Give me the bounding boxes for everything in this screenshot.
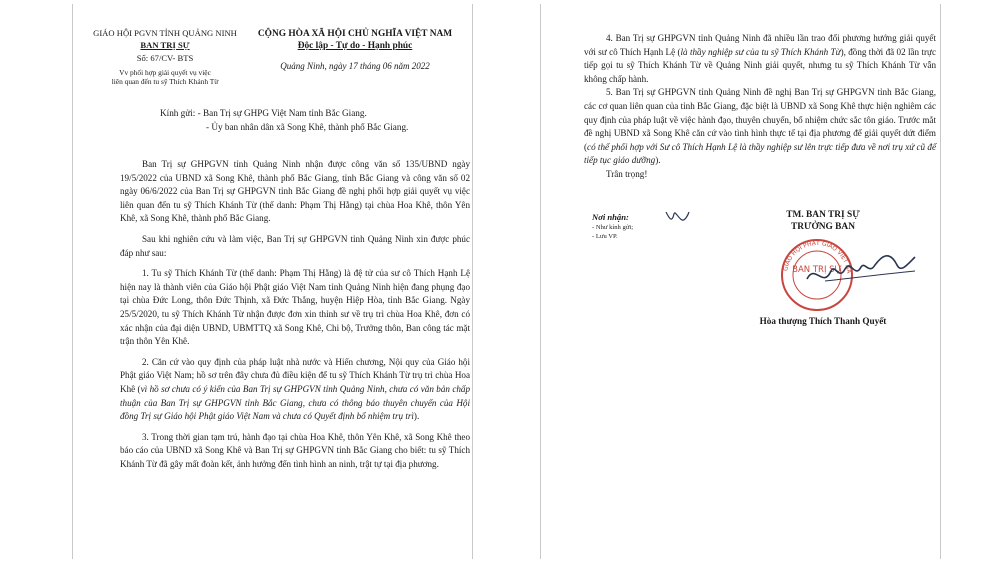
left-document-page bbox=[72, 0, 472, 563]
recipients-title: Nơi nhận: bbox=[592, 212, 629, 222]
initial-mark-icon bbox=[662, 206, 692, 226]
greeting-line2: - Ủy ban nhân dân xã Song Khê, thành phố Bắc Giang. bbox=[206, 121, 409, 132]
left-body bbox=[120, 158, 470, 478]
signature-title bbox=[718, 210, 928, 233]
paragraph-5-text: 5. Ban Trị sự GHPGVN tỉnh Quảng Ninh đề nghị Ban Trị sự GHPGVN tỉnh Bắc Giang, các cơ quan liên quan của tỉnh Bắc Giang, đặc biệt là UBND xã Song Khê thực hiện nghiêm các quy định của pháp luật về việc hành đạo, thuyên chuyển, bổ nhiệm chức sắc tôn giáo. Trước mắt đề nghị UBND xã Song Khê căn cứ vào tình hình thực tế tại địa phương để giải quyết dứt điểm ( bbox=[584, 87, 936, 152]
stamp-ring-text: GIÁO HỘI PHẬT GIÁO VIỆT NA bbox=[782, 239, 853, 274]
signature-line2: TRƯỞNG BAN bbox=[791, 221, 855, 232]
paragraph-4-italic: là thầy nghiệp sư của tu sỹ Thích Khánh Từ bbox=[680, 46, 841, 57]
document-subject-line2: liên quan đến tu sỹ Thích Khánh Từ bbox=[111, 76, 219, 86]
greeting-line1: Kính gửi: - Ban Trị sự GHPG Việt Nam tỉnh Bắc Giang. bbox=[160, 108, 367, 118]
signer-name: Hòa thượng Thích Thanh Quyết bbox=[759, 316, 887, 326]
left-page-edge-right bbox=[472, 4, 473, 559]
document-date: Quảng Ninh, ngày 17 tháng 06 năm 2022 bbox=[280, 61, 430, 71]
paragraph-2-end: ). bbox=[413, 411, 420, 422]
recipient-item: - Lưu VP. bbox=[592, 233, 618, 240]
national-motto: Độc lập - Tự do - Hạnh phúc bbox=[297, 41, 413, 51]
signature-line1: TM. BAN TRỊ SỰ bbox=[786, 210, 860, 220]
right-page-edge bbox=[540, 4, 541, 559]
national-title: CỘNG HÒA XÃ HỘI CHỦ NGHĨA VIỆT NAM bbox=[257, 29, 453, 39]
closing-text: Trân trọng! bbox=[606, 168, 648, 179]
greeting-block bbox=[160, 107, 465, 134]
paragraph-5-italic: có thể phối hợp với Sư cô Thích Hạnh Lệ là thầy nghiệp sư lên trực tiếp đưa về nơi trụ xứ cũ để tiếp tục giáo dưỡng bbox=[584, 141, 936, 166]
paragraph-1: 1. Tu sỹ Thích Khánh Từ (thế danh: Phạm Thị Hằng) là đệ tử của sư cô Thích Hạnh Lệ hiện nay là thành viên của Giáo hội Phật giáo Việt Nam tỉnh Quảng Ninh hiện đang phụng đạo tại chùa Đức Long, thôn Đức Thịnh, xã Đức Thắng, huyện Hiệp Hòa, tỉnh Bắc Giang. Ngày 25/5/2020, tu sỹ Thích Khánh Từ nhận được đơn xin thỉnh sư về trụ trì chùa Hoa Khê, đơn có xác nhận của đại diện UBND, UBMTTQ xã Song Khê, Chi bộ, Trưởng thôn, Ban công tác mặt trận thôn Yên Khê. bbox=[120, 268, 470, 347]
paragraph-2 bbox=[120, 356, 470, 424]
paragraph-response: Sau khi nghiên cứu và làm việc, Ban Trị sự GHPGVN tỉnh Quảng Ninh xin được phúc đáp như sau: bbox=[120, 233, 470, 258]
paragraph-5 bbox=[584, 86, 936, 168]
recipient-item: - Như kính gửi; bbox=[592, 223, 634, 231]
paragraph-2-text: 2. Căn cứ vào quy định của pháp luật nhà nước và Hiến chương, Nội quy của Giáo hội Phật giáo Việt Nam; hồ sơ trên đây chưa đủ điều kiện để tu sỹ Thích Khánh Từ trụ trì chùa Hoa Khê ( bbox=[120, 356, 470, 394]
paragraph-intro: Ban Trị sự GHPGVN tỉnh Quảng Ninh nhận được công văn số 135/UBND ngày 19/5/2022 của UBND xã Song Khê, thành phố Bắc Giang, tỉnh Bắc Giang và công văn số 02 ngày 06/6/2022 của Ban Trị sự GHPGVN tỉnh Bắc Giang đề nghị phối hợp giải quyết vụ việc liên quan đến tu sỹ Thích Khánh Từ (thế danh: Phạm Thị Hằng) tại chùa Hoa Khê, thôn Yên Khê, xã Song Khê, thành phố Bắc Giang. bbox=[120, 159, 470, 224]
recipients-block bbox=[592, 213, 712, 242]
issuer-header bbox=[90, 28, 240, 86]
issuer-board-name: BAN TRỊ SỰ bbox=[140, 39, 190, 50]
national-header bbox=[250, 28, 460, 72]
right-document-page bbox=[540, 0, 940, 563]
document-subject-line1: Vv phối hợp giải quyết vụ việc bbox=[119, 67, 211, 77]
document-number: Số: 67/CV- BTS bbox=[136, 53, 194, 63]
paragraph-2-italic: vì hồ sơ chưa có ý kiến của Ban Trị sự GHPGVN tỉnh Quảng Ninh, chưa có văn bản chấp thuận của Ban Trị sự GHPGVN tỉnh Bắc Giang, chưa có thông báo thuyên chuyển của Hội đồng Trị sự Giáo hội Phật giáo Việt Nam và chưa có Quyết định bổ nhiệm trụ trì bbox=[120, 383, 471, 422]
right-body bbox=[584, 32, 936, 182]
paragraph-4-text: 4. Ban Trị sự GHPGVN tỉnh Quảng Ninh đã nhiều lần trao đổi phương hướng giải quyết với sư cô Thích Hạnh Lệ ( bbox=[584, 33, 936, 57]
issuer-org-name: GIÁO HỘI PGVN TỈNH QUẢNG NINH bbox=[93, 28, 237, 38]
paragraph-5-end: ). bbox=[655, 155, 661, 166]
official-stamp-icon bbox=[765, 235, 935, 315]
stamp-and-signature bbox=[765, 235, 935, 315]
right-page-edge-right bbox=[940, 4, 941, 559]
paragraph-4-end: ), đồng thời đã 02 lần trực tiếp gọi tu sỹ Thích Khánh Từ về Quảng Ninh giải quyết, nhưng tu sỹ Thích Khánh Từ vẫn không chấp hành. bbox=[584, 46, 936, 84]
left-page-edge bbox=[72, 4, 73, 559]
paragraph-3: 3. Trong thời gian tạm trú, hành đạo tại chùa Hoa Khê, thôn Yên Khê, xã Song Khê theo báo cáo của UBND xã Song Khê và Ban Trị sự GHPGVN tỉnh Bắc Giang cho biết: tu sỹ Thích Khánh Từ đã gây mất đoàn kết, ảnh hưởng đến tình hình an ninh, trật tự tại địa phương. bbox=[120, 431, 470, 469]
stamp-center-text: BAN TRỊ SỰ bbox=[792, 265, 842, 275]
paragraph-4 bbox=[584, 32, 936, 86]
